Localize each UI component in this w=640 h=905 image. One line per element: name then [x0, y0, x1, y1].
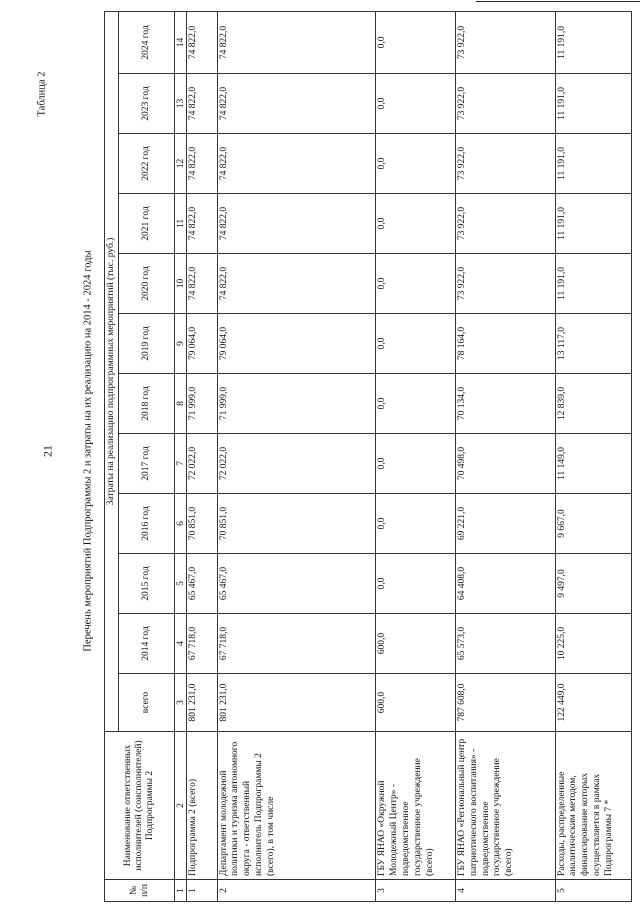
header-total: всего	[119, 674, 175, 732]
column-number: 1	[175, 880, 187, 902]
row-year-value-cell: 65 467,0	[187, 554, 218, 614]
row-year-value-cell: 0,0	[376, 74, 455, 134]
row-year-value-cell: 12 839,0	[555, 374, 631, 434]
row-year-value-cell: 74 822,0	[187, 11, 218, 73]
table-row	[555, 11, 631, 901]
row-year-value-cell: 74 822,0	[187, 134, 218, 194]
header-year: 2022 год	[119, 134, 175, 194]
row-year-value-cell: 11 191,0	[555, 74, 631, 134]
table-row	[187, 11, 218, 901]
table-row	[455, 11, 555, 901]
row-year-value-cell: 73 922,0	[455, 254, 555, 314]
row-name-cell: Подпрограмма 2 (всего)	[187, 732, 218, 880]
row-year-value-cell: 73 922,0	[455, 74, 555, 134]
table-row	[376, 11, 455, 901]
row-year-value-cell: 0,0	[376, 134, 455, 194]
row-year-value-cell: 10 225,0	[555, 614, 631, 674]
row-year-value-cell: 0,0	[376, 11, 455, 73]
row-number-cell: 5	[555, 880, 631, 902]
row-year-value-cell: 0,0	[376, 434, 455, 494]
row-year-value-cell: 11 149,0	[555, 434, 631, 494]
header-costs-group: Затраты на реализацию подпрограммных мероприятий (тыс. руб.)	[105, 11, 119, 731]
row-year-value-cell: 79 064,0	[187, 314, 218, 374]
row-year-value-cell: 73 922,0	[455, 11, 555, 73]
row-total-cell: 600,0	[376, 674, 455, 732]
row-year-value-cell: 65 573,0	[455, 614, 555, 674]
row-year-value-cell: 74 822,0	[187, 254, 218, 314]
row-year-value-cell: 74 822,0	[217, 134, 376, 194]
header-year: 2021 год	[119, 194, 175, 254]
header-year: 2023 год	[119, 74, 175, 134]
header-name: Наименование ответственных исполнителей (соисполнителей) Подпрограммы 2	[105, 732, 175, 880]
top-rule	[476, 1, 640, 2]
column-number: 12	[175, 134, 187, 194]
row-total-cell: 801 231,0	[217, 674, 376, 732]
row-year-value-cell: 74 822,0	[187, 194, 218, 254]
row-year-value-cell: 78 164,0	[455, 314, 555, 374]
row-year-value-cell: 72 022,0	[217, 434, 376, 494]
row-year-value-cell: 70 851,0	[217, 494, 376, 554]
header-year: 2017 год	[119, 434, 175, 494]
row-name-cell: ГБУ ЯНАО «Окружной Молодежный Центр» - подведомственное государственное учреждение (всего)	[376, 732, 455, 880]
table-frame	[104, 12, 632, 902]
row-year-value-cell: 67 718,0	[187, 614, 218, 674]
table-row	[217, 11, 376, 901]
row-year-value-cell: 69 221,0	[455, 494, 555, 554]
header-year: 2020 год	[119, 254, 175, 314]
header-year: 2019 год	[119, 314, 175, 374]
costs-table	[104, 11, 632, 902]
header-year: 2015 год	[119, 554, 175, 614]
row-year-value-cell: 74 822,0	[187, 74, 218, 134]
row-year-value-cell: 71 999,0	[217, 374, 376, 434]
row-year-value-cell: 64 408,0	[455, 554, 555, 614]
row-year-value-cell: 0,0	[376, 554, 455, 614]
row-year-value-cell: 74 822,0	[217, 11, 376, 73]
row-number-cell: 1	[187, 880, 218, 902]
row-year-value-cell: 74 822,0	[217, 254, 376, 314]
table-caption: Перечень мероприятий Подпрограммы 2 и затраты на их реализацию на 2014 - 2024 годы	[82, 250, 94, 652]
row-year-value-cell: 9 667,0	[555, 494, 631, 554]
header-year: 2018 год	[119, 374, 175, 434]
row-year-value-cell: 71 999,0	[187, 374, 218, 434]
header-no: № п/п	[105, 880, 175, 902]
rotated-table-wrapper	[104, 12, 632, 902]
row-number-cell: 4	[455, 880, 555, 902]
row-year-value-cell: 74 822,0	[217, 74, 376, 134]
row-year-value-cell: 79 064,0	[217, 314, 376, 374]
row-year-value-cell: 0,0	[376, 254, 455, 314]
row-year-value-cell: 0,0	[376, 494, 455, 554]
column-number: 6	[175, 494, 187, 554]
column-number: 13	[175, 74, 187, 134]
header-year: 2016 год	[119, 494, 175, 554]
row-year-value-cell: 70 134,0	[455, 374, 555, 434]
row-number-cell: 3	[376, 880, 455, 902]
row-total-cell: 801 231,0	[187, 674, 218, 732]
column-number-row	[175, 11, 187, 901]
row-name-cell: ГБУ ЯНАО «Региональный центр патриотического воспитания» - подведомственное государственное учреждение (всего)	[455, 732, 555, 880]
row-year-value-cell: 0,0	[376, 194, 455, 254]
column-number: 10	[175, 254, 187, 314]
row-year-value-cell: 11 191,0	[555, 11, 631, 73]
row-year-value-cell: 72 022,0	[187, 434, 218, 494]
row-year-value-cell: 0,0	[376, 314, 455, 374]
column-number: 14	[175, 11, 187, 73]
row-year-value-cell: 11 191,0	[555, 134, 631, 194]
row-year-value-cell: 11 191,0	[555, 254, 631, 314]
row-name-cell: Расходы, распределенные аналитическим методом, финансирование которых осуществляется в рамках Подпрограммы 7 *	[555, 732, 631, 880]
column-number: 9	[175, 314, 187, 374]
table-label: Таблица 2	[36, 71, 48, 117]
row-year-value-cell: 73 922,0	[455, 194, 555, 254]
column-number: 7	[175, 434, 187, 494]
row-total-cell: 122 449,0	[555, 674, 631, 732]
row-year-value-cell: 67 718,0	[217, 614, 376, 674]
column-number: 5	[175, 554, 187, 614]
row-name-cell: Департамент молодежной политики и туризма автономного округа - ответственный исполнитель Подпрограммы 2 (всего), в том числе	[217, 732, 376, 880]
column-number: 2	[175, 732, 187, 880]
row-year-value-cell: 65 467,0	[217, 554, 376, 614]
row-year-value-cell: 70 498,0	[455, 434, 555, 494]
row-year-value-cell: 73 922,0	[455, 134, 555, 194]
column-number: 11	[175, 194, 187, 254]
row-year-value-cell: 74 822,0	[217, 194, 376, 254]
row-number-cell: 2	[217, 880, 376, 902]
row-year-value-cell: 11 191,0	[555, 194, 631, 254]
column-number: 4	[175, 614, 187, 674]
page-number: 21	[40, 445, 55, 457]
row-year-value-cell: 600,0	[376, 614, 455, 674]
header-year: 2014 год	[119, 614, 175, 674]
row-year-value-cell: 0,0	[376, 374, 455, 434]
row-year-value-cell: 13 117,0	[555, 314, 631, 374]
column-number: 3	[175, 674, 187, 732]
column-number: 8	[175, 374, 187, 434]
header-year: 2024 год	[119, 11, 175, 73]
row-year-value-cell: 9 497,0	[555, 554, 631, 614]
row-total-cell: 787 608,0	[455, 674, 555, 732]
row-year-value-cell: 70 851,0	[187, 494, 218, 554]
